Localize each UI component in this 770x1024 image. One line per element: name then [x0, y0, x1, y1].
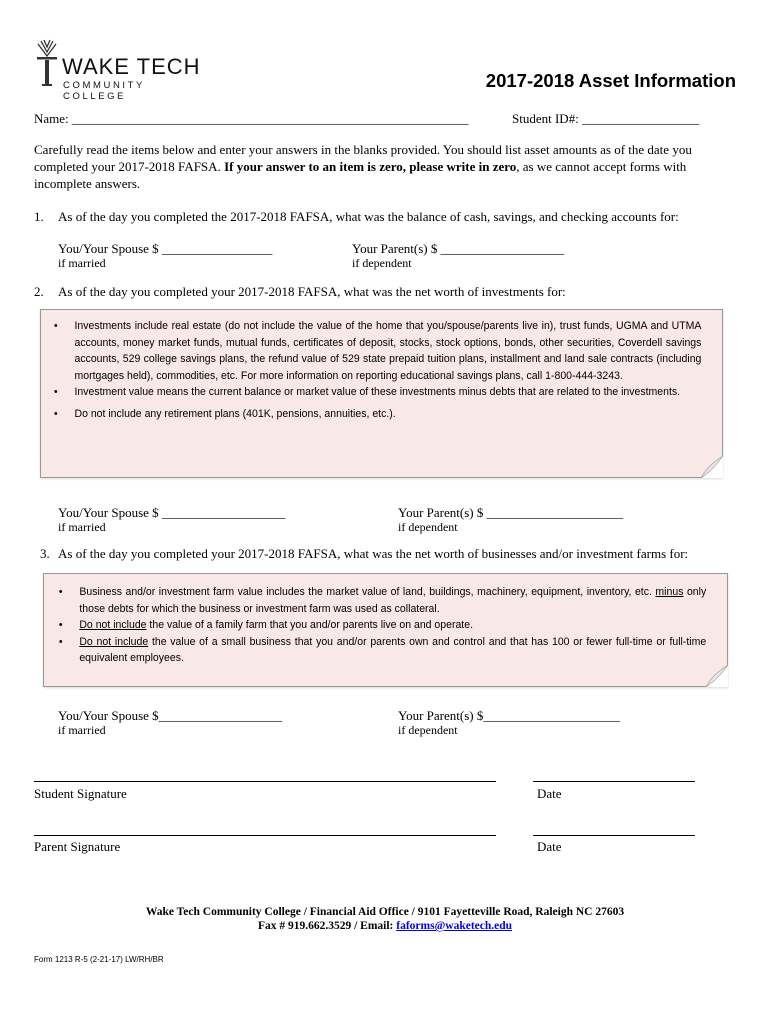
business-bullet — [44, 617, 706, 634]
business-bullet-text: Business and/or investment farm value includes the market value of land, buildings, machinery, equipment, inventory, etc. — [79, 586, 656, 598]
business-info-box — [43, 573, 728, 687]
name-field[interactable] — [34, 110, 468, 127]
q1-number: 1. — [34, 209, 44, 224]
bullet-icon: • — [54, 407, 58, 420]
parent-signature-label: Parent Signature — [34, 839, 121, 854]
student-id-label: Student ID#: — [512, 111, 579, 126]
q2-number: 2. — [34, 284, 44, 299]
q1-parent-field[interactable]: Your Parent(s) $ ___________________ — [352, 241, 565, 256]
q2-spouse-field[interactable]: You/Your Spouse $ ___________________ — [58, 505, 286, 520]
footer-address: Wake Tech Community College / Financial Aid Office / 9101 Fayetteville Road, Raleigh NC 27603 — [145, 906, 625, 918]
investments-bullet-list — [41, 318, 702, 422]
bullet-icon: • — [58, 635, 63, 648]
investments-info-box — [40, 309, 723, 478]
footer-contact — [0, 920, 770, 932]
q2-parent-note: if dependent — [398, 520, 458, 534]
parent-date-line[interactable] — [533, 835, 695, 836]
q3-text: As of the day you completed your 2017-2018 FAFSA, what was the net worth of businesses and/or investment farms for: — [58, 546, 689, 561]
q2-spouse-note: if married — [58, 520, 106, 534]
business-bullet-list — [44, 584, 707, 667]
investments-bullet — [41, 406, 701, 423]
q3-number: 3. — [40, 546, 50, 561]
q2-text: As of the day you completed your 2017-2018 FAFSA, what was the net worth of investments for: — [58, 284, 566, 299]
business-bullet-text: the value of a small business that you and/or parents own and control and that has 100 or fewer full-time or full-time equivalent employees. — [79, 635, 707, 664]
parent-signature-line[interactable] — [34, 835, 496, 836]
business-bullet — [44, 634, 706, 667]
q2-parent-field[interactable]: Your Parent(s) $ _____________________ — [398, 505, 624, 520]
investments-bullet-text: Investments include real estate (do not include the value of the home that you/spouse/parents live in), trust funds, UGMA and UTMA accounts, money market funds, mutual funds, certificates of deposit, stocks, stock options, bonds, other securities, Coverdell savings accounts, 529 college savings plans, the refund value of 529 state prepaid tuition plans, installment and land sale contracts (including mortgages held), commodities, etc. For more information on reporting educational savings plans, call 1-800-444-3243. — [74, 320, 702, 382]
wake-tech-logo — [34, 38, 204, 102]
minus-emphasis: minus — [655, 586, 684, 598]
student-signature-label: Student Signature — [34, 786, 127, 801]
q3-parent-field[interactable]: Your Parent(s) $_____________________ — [398, 708, 620, 723]
torch-icon — [34, 38, 60, 90]
do-not-include-emphasis: Do not include — [79, 635, 149, 648]
instructions-text-b: , as we cannot accept forms with incomplete answers. — [34, 159, 687, 191]
instructions-bold: If your answer to an item is zero, please write in zero — [224, 159, 517, 174]
page-curl-icon — [701, 456, 723, 478]
name-line[interactable]: _____________________________________________________________ — [71, 111, 469, 126]
instructions-paragraph — [34, 141, 738, 192]
bullet-icon: • — [58, 619, 63, 631]
student-signature-line[interactable] — [34, 781, 496, 782]
parent-date-label: Date — [537, 839, 562, 854]
business-bullet-text: only those debts for which the business or investment farm was used as collateral. — [79, 586, 707, 615]
q3-parent-note: if dependent — [398, 723, 458, 737]
bullet-icon: • — [58, 586, 63, 598]
bullet-icon: • — [54, 320, 58, 332]
business-bullet — [44, 584, 706, 617]
q1-parent-note: if dependent — [352, 256, 412, 270]
q3-spouse-note: if married — [58, 723, 106, 737]
investments-bullet-text: Investment value means the current balance or market value of these investments minus debts that are related to the investments. — [74, 386, 681, 398]
instructions-text-a: Carefully read the items below and enter your answers in the blanks provided. You should list asset amounts as of the date you completed your 2017-2018 FAFSA. — [34, 142, 692, 174]
footer-fax: Fax # 919.662.3529 / Email: — [257, 920, 397, 932]
form-number: Form 1213 R-5 (2-21-17) LW/RH/BR — [34, 955, 164, 964]
bullet-icon: • — [54, 386, 58, 398]
logo-wordmark: WAKE TECH — [62, 54, 201, 79]
q1-spouse-note: if married — [58, 256, 106, 270]
q3-spouse-field[interactable]: You/Your Spouse $___________________ — [58, 708, 283, 723]
business-bullet-text: the value of a family farm that you and/or parents live on and operate. — [146, 619, 473, 631]
page-curl-icon — [706, 665, 728, 687]
student-date-line[interactable] — [533, 781, 695, 782]
do-not-include-emphasis: Do not include — [79, 619, 147, 631]
name-label: Name: — [34, 111, 69, 126]
q1-spouse-field[interactable]: You/Your Spouse $ _________________ — [58, 241, 273, 256]
q1-text: As of the day you completed the 2017-2018 FAFSA, what was the balance of cash, savings, and checking accounts for: — [58, 209, 679, 224]
page-title: 2017-2018 Asset Information — [485, 70, 736, 91]
student-id-line[interactable]: __________________ — [582, 111, 700, 126]
email-link[interactable]: faforms@waketech.edu — [396, 920, 513, 932]
logo-subtitle: COMMUNITY COLLEGE — [63, 80, 145, 102]
investments-bullet-text: Do not include any retirement plans (401K, pensions, annuities, etc.). — [74, 407, 396, 420]
student-id-field[interactable] — [512, 110, 699, 127]
student-date-label: Date — [537, 786, 562, 801]
investments-bullet — [41, 318, 701, 384]
investments-bullet — [41, 384, 701, 401]
